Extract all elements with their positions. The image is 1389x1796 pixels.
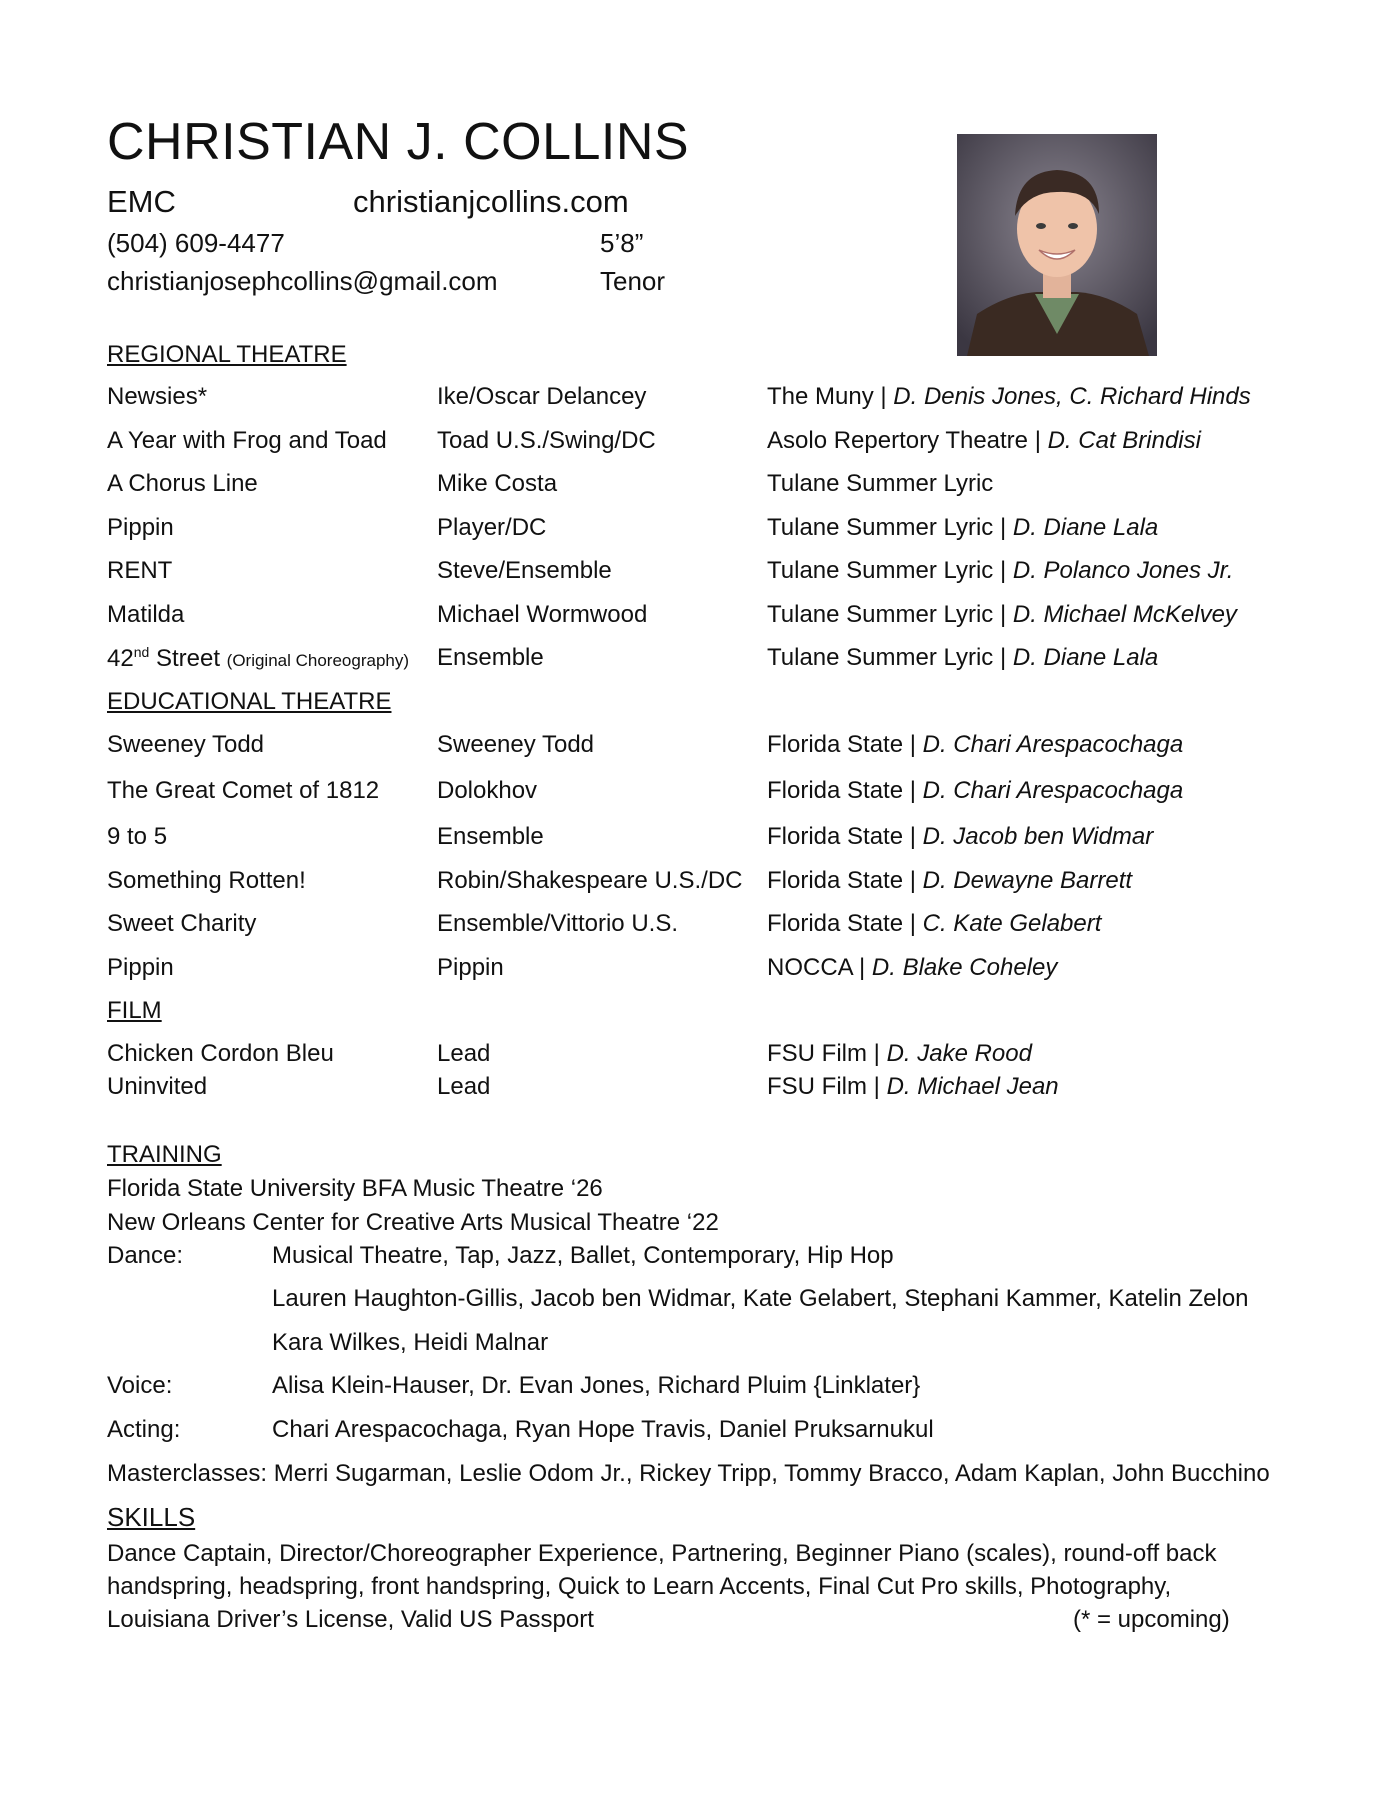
venue-director bbox=[767, 910, 1101, 938]
director: D. Blake Coheley bbox=[871, 954, 1058, 981]
credit-row bbox=[107, 867, 1307, 901]
director: D. Polanco Jones Jr. bbox=[1012, 557, 1234, 584]
credit-row bbox=[107, 823, 1307, 857]
venue-director bbox=[767, 1040, 1032, 1068]
actor-name: CHRISTIAN J. COLLINS bbox=[107, 113, 690, 171]
credit-row bbox=[107, 427, 1307, 461]
director: D. Jake Rood bbox=[886, 1040, 1032, 1067]
show-title: The Great Comet of 1812 bbox=[107, 777, 380, 804]
skills-line: Dance Captain, Director/Choreographer Experience, Partnering, Beginner Piano (scales), round-off back bbox=[107, 1540, 1217, 1567]
venue: Tulane Summer Lyric | bbox=[767, 601, 1013, 628]
show-title: Chicken Cordon Bleu bbox=[107, 1040, 334, 1067]
section-skills: SKILLS bbox=[107, 1502, 196, 1532]
role: Michael Wormwood bbox=[437, 601, 648, 628]
venue: NOCCA | bbox=[767, 954, 872, 981]
show-title: Pippin bbox=[107, 954, 174, 981]
role: Steve/Ensemble bbox=[437, 557, 612, 584]
venue: FSU Film | bbox=[767, 1073, 887, 1100]
credit-row bbox=[107, 383, 1307, 417]
role: Toad U.S./Swing/DC bbox=[437, 427, 656, 454]
venue: Tulane Summer Lyric | bbox=[767, 644, 1013, 671]
credit-row bbox=[107, 1040, 1307, 1074]
venue: Tulane Summer Lyric bbox=[767, 470, 994, 497]
director: D. Chari Arespacochaga bbox=[922, 777, 1184, 804]
venue-director bbox=[767, 644, 1158, 672]
show-title: Something Rotten! bbox=[107, 867, 306, 894]
credit-row bbox=[107, 557, 1307, 591]
director: D. Jacob ben Widmar bbox=[922, 823, 1154, 850]
dance-label: Dance: bbox=[107, 1242, 184, 1269]
venue-director bbox=[767, 731, 1183, 759]
venue: Florida State | bbox=[767, 823, 923, 850]
section-educational-theatre: EDUCATIONAL THEATRE bbox=[107, 688, 392, 715]
dance-styles: Musical Theatre, Tap, Jazz, Ballet, Contemporary, Hip Hop bbox=[272, 1242, 894, 1269]
role: Pippin bbox=[437, 954, 504, 981]
venue: Florida State | bbox=[767, 777, 923, 804]
director: D. Dewayne Barrett bbox=[922, 867, 1133, 894]
venue: Florida State | bbox=[767, 910, 923, 937]
show-title: RENT bbox=[107, 557, 173, 584]
phone-number: (504) 609-4477 bbox=[107, 228, 285, 258]
acting-teachers: Chari Arespacochaga, Ryan Hope Travis, Daniel Pruksarnukul bbox=[272, 1416, 934, 1443]
show-title: 9 to 5 bbox=[107, 823, 168, 850]
show-title-note: (Original Choreography) bbox=[226, 651, 410, 670]
role: Ensemble bbox=[437, 644, 544, 671]
director: C. Kate Gelabert bbox=[922, 910, 1102, 937]
credit-row bbox=[107, 644, 1307, 678]
role: Sweeney Todd bbox=[437, 731, 595, 758]
credit-row bbox=[107, 731, 1307, 765]
skills-line: handspring, headspring, front handspring, Quick to Learn Accents, Final Cut Pro skills, Photography, bbox=[107, 1573, 1172, 1600]
director: D. Cat Brindisi bbox=[1047, 427, 1201, 454]
skills-text bbox=[107, 1537, 1257, 1636]
masterclasses-teachers: Merri Sugarman, Leslie Odom Jr., Rickey Tripp, Tommy Bracco, Adam Kaplan, John Bucchino bbox=[273, 1460, 1270, 1487]
credit-row bbox=[107, 1073, 1307, 1107]
venue: Florida State | bbox=[767, 731, 923, 758]
credit-row bbox=[107, 601, 1307, 635]
venue-director bbox=[767, 601, 1237, 629]
show-title: Matilda bbox=[107, 601, 185, 628]
director: D. Denis Jones, C. Richard Hinds bbox=[893, 383, 1251, 410]
show-title: Pippin bbox=[107, 514, 174, 541]
venue-director bbox=[767, 470, 993, 498]
section-training: TRAINING bbox=[107, 1141, 222, 1168]
role: Mike Costa bbox=[437, 470, 558, 497]
credit-row bbox=[107, 954, 1307, 988]
role: Lead bbox=[437, 1040, 491, 1067]
venue-director bbox=[767, 777, 1183, 805]
dance-teachers: Lauren Haughton-Gillis, Jacob ben Widmar, Kate Gelabert, Stephani Kammer, Katelin Zelon bbox=[272, 1285, 1249, 1312]
show-title: Sweet Charity bbox=[107, 910, 257, 937]
role: Ensemble bbox=[437, 823, 544, 850]
venue-director bbox=[767, 514, 1158, 542]
show-title: A Year with Frog and Toad bbox=[107, 427, 387, 454]
venue-director bbox=[767, 823, 1153, 851]
director: D. Diane Lala bbox=[1012, 514, 1159, 541]
show-title-number: 42 bbox=[107, 645, 134, 672]
training-school-nocca: New Orleans Center for Creative Arts Musical Theatre ‘22 bbox=[107, 1209, 719, 1236]
venue: Tulane Summer Lyric | bbox=[767, 557, 1013, 584]
role: Player/DC bbox=[437, 514, 547, 541]
venue-director bbox=[767, 954, 1057, 982]
voice-type: Tenor bbox=[600, 266, 666, 296]
credit-row bbox=[107, 470, 1307, 504]
training-school-fsu: Florida State University BFA Music Theatre ‘26 bbox=[107, 1175, 603, 1202]
venue-director bbox=[767, 427, 1201, 455]
venue: Florida State | bbox=[767, 867, 923, 894]
show-title bbox=[107, 644, 409, 673]
venue: FSU Film | bbox=[767, 1040, 887, 1067]
venue-director bbox=[767, 867, 1132, 895]
venue-director bbox=[767, 383, 1251, 411]
venue: The Muny | bbox=[767, 383, 894, 410]
upcoming-note: (* = upcoming) bbox=[1073, 1606, 1230, 1633]
credit-row bbox=[107, 910, 1307, 944]
height-value: 5’8” bbox=[600, 228, 644, 258]
voice-teachers: Alisa Klein-Hauser, Dr. Evan Jones, Richard Pluim {Linklater} bbox=[272, 1372, 921, 1399]
role: Ike/Oscar Delancey bbox=[437, 383, 647, 410]
venue: Asolo Repertory Theatre | bbox=[767, 427, 1048, 454]
acting-label: Acting: bbox=[107, 1416, 181, 1443]
union-status: EMC bbox=[107, 184, 176, 219]
role: Robin/Shakespeare U.S./DC bbox=[437, 867, 743, 894]
venue-director bbox=[767, 1073, 1059, 1101]
masterclasses-line bbox=[107, 1460, 1270, 1488]
masterclasses-label: Masterclasses: bbox=[107, 1460, 268, 1487]
role: Ensemble/Vittorio U.S. bbox=[437, 910, 678, 937]
section-regional-theatre: REGIONAL THEATRE bbox=[107, 341, 347, 368]
venue-director bbox=[767, 557, 1233, 585]
role: Dolokhov bbox=[437, 777, 538, 804]
voice-label: Voice: bbox=[107, 1372, 173, 1399]
show-title-rest: Street bbox=[149, 645, 227, 672]
headshot-photo bbox=[957, 134, 1157, 356]
show-title: Newsies* bbox=[107, 383, 208, 410]
director: D. Chari Arespacochaga bbox=[922, 731, 1184, 758]
skills-line-last bbox=[107, 1603, 1257, 1636]
website-link[interactable]: christianjcollins.com bbox=[353, 184, 629, 219]
show-title: A Chorus Line bbox=[107, 470, 258, 497]
dance-teachers-cont: Kara Wilkes, Heidi Malnar bbox=[272, 1329, 549, 1356]
show-title-suffix: nd bbox=[133, 644, 150, 660]
show-title: Sweeney Todd bbox=[107, 731, 265, 758]
credit-row bbox=[107, 777, 1307, 811]
role: Lead bbox=[437, 1073, 491, 1100]
skills-line: Louisiana Driver’s License, Valid US Passport bbox=[107, 1606, 594, 1633]
director: D. Diane Lala bbox=[1012, 644, 1159, 671]
section-film: FILM bbox=[107, 997, 162, 1024]
director: D. Michael Jean bbox=[886, 1073, 1059, 1100]
credit-row bbox=[107, 514, 1307, 548]
venue: Tulane Summer Lyric | bbox=[767, 514, 1013, 541]
email-link[interactable]: christianjosephcollins@gmail.com bbox=[107, 266, 498, 296]
show-title: Uninvited bbox=[107, 1073, 208, 1100]
director: D. Michael McKelvey bbox=[1012, 601, 1237, 628]
